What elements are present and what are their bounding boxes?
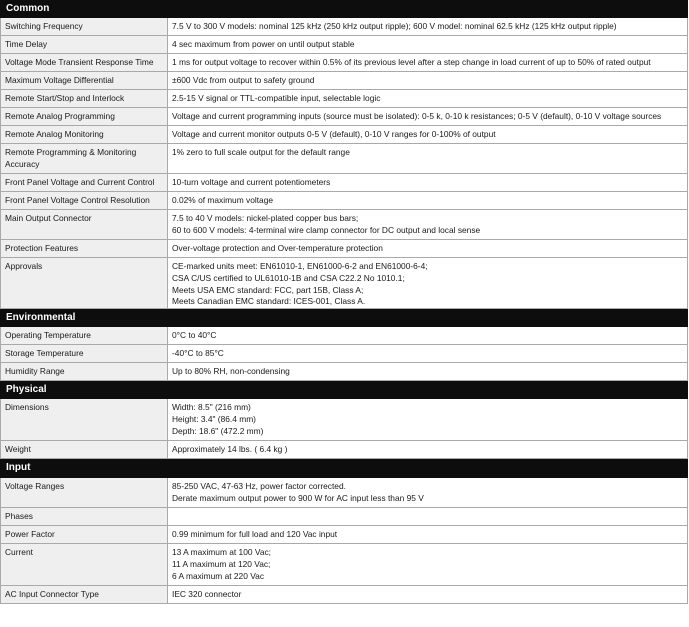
spec-label: AC Input Connector Type bbox=[1, 586, 168, 604]
spec-label: Current bbox=[1, 544, 168, 586]
spec-value-line: CSA C/US certified to UL61010-1B and CSA C22.2 No 1010.1; bbox=[172, 272, 405, 283]
spec-row-front-panel-voltage-control-resolution bbox=[1, 192, 688, 210]
spec-label: Remote Analog Programming bbox=[1, 108, 168, 126]
spec-value-line: Voltage and current programming inputs (source must be isolated): 0-5 k, 0-10 k resistances; 0-5 V (default), 0-10 V voltage sources bbox=[172, 111, 662, 121]
spec-value bbox=[168, 363, 688, 381]
spec-value-line: Depth: 18.6" (472.2 mm) bbox=[172, 425, 264, 436]
spec-value-line: Meets USA EMC standard: FCC, part 15B, Class A; bbox=[172, 284, 364, 295]
spec-value-line: 0.99 minimum for full load and 120 Vac input bbox=[172, 529, 338, 540]
spec-value-line: Meets Canadian EMC standard: ICES-001, Class A. bbox=[172, 296, 366, 307]
spec-row-approvals bbox=[1, 258, 688, 309]
spec-value-line: 85-250 VAC, 47-63 Hz, power factor corrected. bbox=[172, 481, 346, 492]
spec-value bbox=[168, 526, 688, 544]
spec-value bbox=[168, 441, 688, 459]
spec-value-line: 1 ms for output voltage to recover within 0.5% of its previous level after a step change in load current of up to 50% of rated output bbox=[172, 57, 651, 67]
spec-row-power-factor bbox=[1, 526, 688, 544]
spec-value-line: Derate maximum output power to 900 W for AC input less than 95 V bbox=[172, 492, 424, 503]
spec-value bbox=[168, 144, 688, 174]
spec-value-line: Over-voltage protection and Over-temperature protection bbox=[172, 243, 383, 253]
spec-row-remote-start-stop-and-interlock bbox=[1, 90, 688, 108]
spec-label: Operating Temperature bbox=[1, 327, 168, 345]
spec-label: Maximum Voltage Differential bbox=[1, 72, 168, 90]
spec-row-ac-input-connector-type bbox=[1, 586, 688, 604]
spec-value-line: 7.5 V to 300 V models: nominal 125 kHz (250 kHz output ripple); 600 V model: nominal 62.5 kHz (125 kHz output ripple) bbox=[172, 21, 617, 31]
spec-value bbox=[168, 54, 688, 72]
spec-row-voltage-ranges bbox=[1, 478, 688, 508]
section-title: Physical bbox=[1, 381, 688, 399]
spec-table-body bbox=[1, 1, 688, 604]
spec-value-line: 6 A maximum at 220 Vac bbox=[172, 570, 265, 581]
spec-label: Time Delay bbox=[1, 36, 168, 54]
spec-value-line: -40°C to 85°C bbox=[172, 348, 224, 359]
spec-value-line: CE-marked units meet: EN61010-1, EN61000-6-2 and EN61000-6-4; bbox=[172, 261, 428, 271]
spec-label: Front Panel Voltage Control Resolution bbox=[1, 192, 168, 210]
spec-value-line: Up to 80% RH, non-condensing bbox=[172, 366, 290, 377]
spec-value-line: IEC 320 connector bbox=[172, 589, 242, 600]
spec-value-line: 7.5 to 40 V models: nickel-plated copper bus bars; bbox=[172, 213, 359, 223]
spec-value bbox=[168, 240, 688, 258]
spec-value-line: Width: 8.5" (216 mm) bbox=[172, 402, 251, 413]
spec-row-main-output-connector bbox=[1, 210, 688, 240]
spec-row-current bbox=[1, 544, 688, 586]
spec-row-switching-frequency bbox=[1, 18, 688, 36]
section-header-environmental bbox=[1, 309, 688, 327]
spec-row-phases bbox=[1, 508, 688, 526]
spec-value bbox=[168, 586, 688, 604]
spec-label: Humidity Range bbox=[1, 363, 168, 381]
section-title: Common bbox=[1, 1, 688, 18]
spec-label: Weight bbox=[1, 441, 168, 459]
spec-value-line: 10-turn voltage and current potentiometers bbox=[172, 177, 331, 187]
spec-value-line: 0.02% of maximum voltage bbox=[172, 195, 274, 205]
spec-value bbox=[168, 90, 688, 108]
spec-value bbox=[168, 345, 688, 363]
spec-row-voltage-mode-transient-response-time bbox=[1, 54, 688, 72]
spec-row-remote-programming-and-monitoring-accuracy bbox=[1, 144, 688, 174]
spec-row-humidity-range bbox=[1, 363, 688, 381]
spec-label: Phases bbox=[1, 508, 168, 526]
spec-row-storage-temperature bbox=[1, 345, 688, 363]
spec-value-line: 60 to 600 V models: 4-terminal wire clamp connector for DC output and local sense bbox=[172, 224, 481, 235]
spec-row-operating-temperature bbox=[1, 327, 688, 345]
spec-label: Main Output Connector bbox=[1, 210, 168, 240]
spec-row-dimensions bbox=[1, 399, 688, 441]
spec-label: Storage Temperature bbox=[1, 345, 168, 363]
spec-label: Dimensions bbox=[1, 399, 168, 441]
spec-value-line: 0°C to 40°C bbox=[172, 330, 217, 341]
spec-label: Power Factor bbox=[1, 526, 168, 544]
spec-value bbox=[168, 36, 688, 54]
spec-row-weight bbox=[1, 441, 688, 459]
spec-row-time-delay bbox=[1, 36, 688, 54]
spec-label: Voltage Mode Transient Response Time bbox=[1, 54, 168, 72]
spec-row-maximum-voltage-differential bbox=[1, 72, 688, 90]
section-header-input bbox=[1, 459, 688, 478]
spec-value bbox=[168, 126, 688, 144]
spec-row-remote-analog-monitoring bbox=[1, 126, 688, 144]
spec-value bbox=[168, 508, 688, 526]
spec-row-remote-analog-programming bbox=[1, 108, 688, 126]
spec-value bbox=[168, 544, 688, 586]
spec-value bbox=[168, 399, 688, 441]
spec-label: Protection Features bbox=[1, 240, 168, 258]
spec-value bbox=[168, 108, 688, 126]
section-title: Environmental bbox=[1, 309, 688, 327]
spec-label: Approvals bbox=[1, 258, 168, 309]
spec-label: Switching Frequency bbox=[1, 18, 168, 36]
spec-value-line: 11 A maximum at 120 Vac; bbox=[172, 558, 271, 569]
spec-value bbox=[168, 72, 688, 90]
spec-value-line: 2.5-15 V signal or TTL-compatible input, selectable logic bbox=[172, 93, 381, 103]
spec-value-line: 13 A maximum at 100 Vac; bbox=[172, 547, 271, 558]
section-title: Input bbox=[1, 459, 688, 478]
spec-value-line: ±600 Vdc from output to safety ground bbox=[172, 75, 315, 85]
spec-label: Front Panel Voltage and Current Control bbox=[1, 174, 168, 192]
spec-value-line: 1% zero to full scale output for the default range bbox=[172, 147, 350, 157]
spec-label: Remote Programming & Monitoring Accuracy bbox=[1, 144, 168, 174]
spec-value bbox=[168, 174, 688, 192]
spec-value bbox=[168, 327, 688, 345]
spec-value bbox=[168, 478, 688, 508]
spec-row-protection-features bbox=[1, 240, 688, 258]
spec-value bbox=[168, 210, 688, 240]
spec-value-line: Height: 3.4" (86.4 mm) bbox=[172, 413, 256, 424]
spec-value bbox=[168, 258, 688, 309]
spec-value-line: Approximately 14 lbs. ( 6.4 kg ) bbox=[172, 444, 288, 455]
spec-value-line: 4 sec maximum from power on until output stable bbox=[172, 39, 355, 49]
spec-label: Voltage Ranges bbox=[1, 478, 168, 508]
spec-value bbox=[168, 18, 688, 36]
section-header-physical bbox=[1, 381, 688, 399]
section-header-common bbox=[1, 1, 688, 18]
spec-label: Remote Start/Stop and Interlock bbox=[1, 90, 168, 108]
spec-value bbox=[168, 192, 688, 210]
spec-label: Remote Analog Monitoring bbox=[1, 126, 168, 144]
spec-row-front-panel-voltage-and-current-control bbox=[1, 174, 688, 192]
spec-value-line: Voltage and current monitor outputs 0-5 V (default), 0-10 V ranges for 0-100% of output bbox=[172, 129, 496, 139]
